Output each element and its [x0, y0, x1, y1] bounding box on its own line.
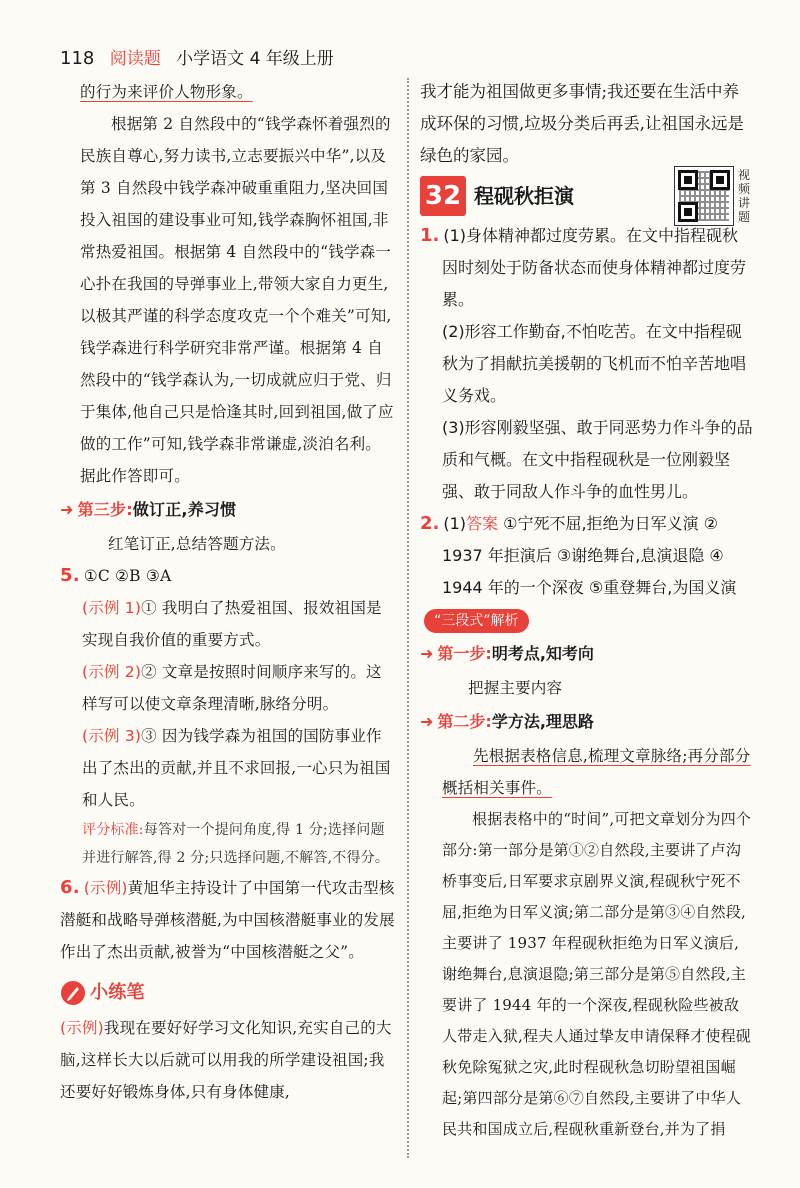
practice-answer — [60, 1012, 396, 1108]
answer-text: (1)身体精神都过度劳累。在文中指程砚秋因时刻处于防备状态而使身体精神都过度劳累。 — [442, 226, 747, 309]
section-heading — [420, 168, 754, 224]
step-title: 做订正,养习惯 — [132, 500, 237, 519]
question-number: 5. — [60, 565, 80, 586]
question-2 — [420, 508, 754, 604]
example-label: (示例) — [83, 879, 128, 897]
arrow-icon: ➜ — [420, 644, 434, 663]
step-label: 第一步: — [437, 644, 492, 663]
answer-text: ①C ②B ③A — [83, 567, 172, 585]
question-5 — [60, 560, 396, 592]
answer-text: ①宁死不屈,拒绝为日军义演 ② 1937 年拒演后 ③谢绝舞台,息演退隐 ④ 1944 年的一个深夜 ⑤重登舞台,为国义演 — [442, 514, 737, 597]
step-body: 红笔订正,总结答题方法。 — [108, 535, 286, 553]
example-text: ① 我明白了热爱祖国、报效祖国是实现自我价值的重要方式。 — [82, 599, 382, 649]
sub-number: (1) — [443, 514, 467, 533]
text-line: 的行为来评价人物形象。 — [80, 83, 253, 101]
arrow-icon: ➜ — [420, 712, 434, 731]
continued-text: 我才能为祖国做更多事情;我还要在生活中养成环保的习惯,垃圾分类后再丢,让祖国永远是绿色的家园。 — [420, 82, 744, 165]
grading-criteria — [60, 816, 396, 872]
pen-icon — [60, 980, 86, 1006]
step-one — [420, 638, 754, 670]
example-label: (示例 1) — [82, 599, 142, 617]
analysis-badge: “三段式”解析 — [424, 609, 529, 633]
step-label: 第二步: — [437, 712, 492, 731]
answer-text: (2)形容工作勤奋,不怕吃苦。在文中指程砚秋为了捐献抗美援朝的飞机而不怕辛苦地唱义务戏。 — [442, 322, 747, 405]
example-3 — [60, 720, 396, 816]
question-number: 1. — [420, 225, 440, 246]
practice-heading — [60, 974, 396, 1012]
right-column — [420, 76, 754, 1145]
arrow-icon: ➜ — [60, 500, 74, 519]
question-6 — [60, 872, 396, 968]
question-1 — [420, 220, 754, 316]
example-text: ③ 因为钱学森为祖国的国防事业作出了杰出的贡献,并且不求回报,一心只为祖国和人民。 — [82, 727, 391, 809]
video-label: 视频讲题 — [738, 168, 751, 224]
answer-text: (3)形容刚毅坚强、敢于同恶势力作斗争的品质和气概。在文中指程砚秋是一位刚毅坚强、敢于同敌人作斗争的血性男儿。 — [442, 418, 753, 501]
category-tag: 阅读题 — [109, 49, 161, 69]
example-1 — [60, 592, 396, 656]
answer-label: 答案 — [466, 514, 499, 533]
analysis-paragraph: 根据第 2 自然段中的“钱学森怀着强烈的民族自尊心,努力读书,立志要振兴中华”,以及第 3 自然段中钱学森冲破重重阻力,坚决回国投入祖国的建设事业可知,钱学森胸怀祖国,非常热爱祖国。根据第 4 自然段中的“钱学森一心扑在我国的导弹事业上,带领大家自力更生,以极其严谨的科学态度攻克一个个难关”可知,钱学森进行科学研究非常严谨。根据第 4 自然段中的“钱学森认为,一切成就应归于党、归于集体,他自己只是恰逢其时,回到祖国,做了应做的工作”可知,钱学森非常谦虚,淡泊名利。据此作答即可。 — [80, 115, 394, 485]
question-number: 2. — [420, 513, 440, 534]
section-title: 程砚秋拒演 — [474, 184, 574, 208]
example-label: (示例 2) — [82, 663, 142, 681]
page-number: 118 — [60, 48, 95, 69]
book-subtitle: 小学语文 4 年级上册 — [176, 49, 334, 69]
example-text: ② 文章是按照时间顺序来写的。这样写可以使文章条理清晰,脉络分明。 — [82, 663, 382, 713]
example-label: (示例 3) — [82, 727, 142, 745]
left-column — [60, 76, 396, 1108]
example-label: (示例) — [60, 1019, 104, 1037]
analysis-paragraph: 根据表格中的“时间”,可把文章划分为四个部分:第一部分是第①②自然段,主要讲了卢沟桥事变后,日军要求京剧界义演,程砚秋宁死不屈,拒绝为日军义演;第二部分是第③④自然段,主要讲了 1937 年程砚秋拒绝为日军义演后,谢绝舞台,息演退隐;第三部分是第⑤自然段,主要讲了 1944 年的一个深夜,程砚秋险些被敌人带走入狱,程夫人通过挚友申请保释才使程砚秋免除冤狱之灾,此时程砚秋急切盼望祖国崛起;第四部分是第⑥⑦自然段,主要讲了中华人民共和国成立后,程砚秋重新登台,并为了捐 — [442, 810, 752, 1138]
step-title: 学方法,理思路 — [491, 712, 594, 731]
example-2 — [60, 656, 396, 720]
section-number: 32 — [420, 176, 466, 216]
step-two — [420, 706, 754, 738]
column-divider — [407, 78, 409, 1158]
grading-label: 评分标准: — [82, 822, 144, 838]
qr-code-icon[interactable] — [674, 166, 734, 226]
page-header — [60, 44, 334, 74]
step-label: 第三步: — [77, 500, 133, 519]
step-three — [60, 494, 396, 526]
step-body: 把握主要内容 — [468, 679, 563, 697]
step-body: 先根据表格信息,梳理文章脉络;再分部分概括相关事件。 — [442, 747, 751, 797]
answer-text: 黄旭华主持设计了中国第一代攻击型核潜艇和战略导弹核潜艇,为中国核潜艇事业的发展作出了杰出贡献,被誉为“中国核潜艇之父”。 — [60, 879, 395, 961]
practice-label: 小练笔 — [90, 982, 145, 1003]
practice-text: 我现在要好好学习文化知识,充实自己的大脑,这样长大以后就可以用我的所学建设祖国;我还要好好锻炼身体,只有身体健康, — [60, 1019, 392, 1101]
question-number: 6. — [60, 877, 80, 898]
grading-text: 每答对一个提问角度,得 1 分;选择问题并进行解答,得 2 分;只选择问题,不解答,不得分。 — [82, 822, 390, 866]
step-title: 明考点,知考向 — [491, 644, 594, 663]
